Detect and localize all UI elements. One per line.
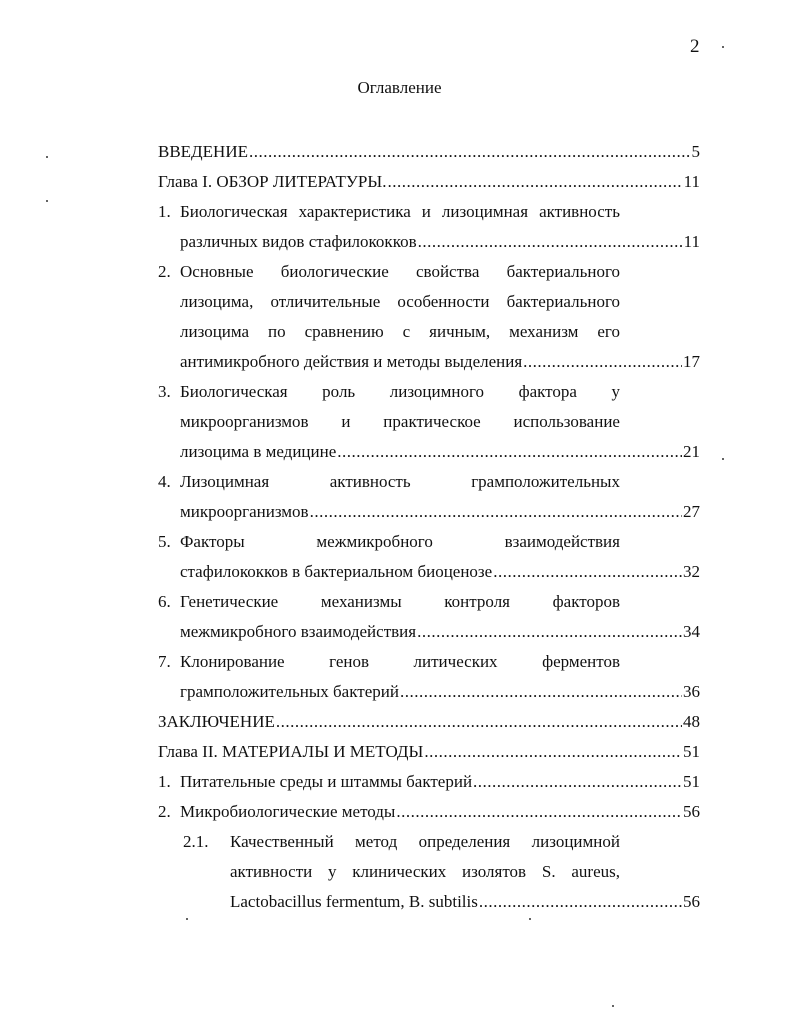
- scan-speck: [722, 46, 724, 48]
- toc-page-number: 36: [683, 682, 700, 701]
- toc-item-number: 1.: [158, 202, 171, 221]
- toc-dot-leader: [396, 801, 682, 823]
- toc-entry-line: [180, 501, 700, 523]
- toc-entry-text: Основные биологические свойства бактериального: [180, 262, 620, 281]
- toc-page-number: 27: [683, 502, 700, 521]
- toc-dot-leader: [493, 561, 682, 583]
- scan-speck: [46, 156, 48, 158]
- toc-entry-line: [180, 231, 700, 253]
- toc-entry-line: [158, 711, 700, 733]
- toc-entry-text: Lactobacillus fermentum, B. subtilis: [230, 892, 478, 911]
- toc-entry-line: [230, 891, 700, 913]
- toc-page-number: 11: [683, 172, 700, 191]
- toc-dot-leader: [310, 501, 682, 523]
- scan-speck: [529, 918, 531, 920]
- page-number: 2: [690, 36, 700, 57]
- toc-item-number: 5.: [158, 532, 171, 551]
- toc-item-number: 4.: [158, 472, 171, 491]
- toc-dot-leader: [424, 741, 682, 763]
- toc-entry-text: Биологическая роль лизоцимного фактора у: [180, 382, 620, 401]
- scan-speck: [722, 458, 724, 460]
- toc-dot-leader: [418, 231, 683, 253]
- toc-entry-text: ВВЕДЕНИЕ: [158, 142, 248, 161]
- toc-dot-leader: [473, 771, 682, 793]
- toc-entry-line: [180, 351, 700, 373]
- toc-page-number: 17: [683, 352, 700, 371]
- toc-page-number: 11: [683, 232, 700, 251]
- toc-entry-text: антимикробного действия и методы выделения: [180, 352, 523, 371]
- toc-entry-text: Генетические механизмы контроля факторов: [180, 592, 620, 611]
- toc-entry-line: [180, 561, 700, 583]
- toc-entry-text: Глава II. МАТЕРИАЛЫ И МЕТОДЫ: [158, 742, 424, 761]
- toc-item-number: 2.: [158, 802, 171, 821]
- toc-page-number: 48: [683, 712, 700, 731]
- toc-entry-text: Питательные среды и штаммы бактерий: [180, 772, 473, 791]
- toc-entry-text: межмикробного взаимодействия: [180, 622, 417, 641]
- toc-page-number: 34: [683, 622, 700, 641]
- toc-page-number: 56: [683, 802, 700, 821]
- toc-dot-leader: [249, 141, 691, 163]
- toc-page-number: 21: [683, 442, 700, 461]
- toc-entry-text: различных видов стафилококков: [180, 232, 417, 251]
- toc-entry-text: Лизоцимная активность грамположительных: [180, 472, 620, 491]
- toc-entry-text: Микробиологические методы: [180, 802, 396, 821]
- scan-speck: [186, 918, 188, 920]
- page-title: Оглавление: [357, 78, 442, 97]
- toc-entry-line: [180, 801, 700, 823]
- toc-entry-line: [158, 141, 700, 163]
- toc-entry-text: активности у клинических изолятов S. aureus,: [230, 862, 620, 881]
- toc-entry-line: [180, 441, 700, 463]
- toc-dot-leader: [276, 711, 682, 733]
- scan-speck: [612, 1005, 614, 1007]
- toc-entry-line: [180, 621, 700, 643]
- scan-speck: [46, 200, 48, 202]
- toc-entry-text: Глава I. ОБЗОР ЛИТЕРАТУРЫ.: [158, 172, 387, 191]
- toc-item-number: 6.: [158, 592, 171, 611]
- toc-entry-line: [158, 171, 700, 193]
- toc-entry-line: [158, 741, 700, 763]
- toc-entry-text: Факторы межмикробного взаимодействия: [180, 532, 620, 551]
- toc-entry-text: лизоцима, отличительные особенности бактериального: [180, 292, 620, 311]
- toc-entry-text: микроорганизмов и практическое использование: [180, 412, 620, 431]
- toc-dot-leader: [417, 621, 682, 643]
- toc-page-number: 5: [691, 142, 700, 161]
- toc-entry-line: [180, 771, 700, 793]
- toc-item-number: 3.: [158, 382, 171, 401]
- toc-dot-leader: [400, 681, 682, 703]
- toc-page-number: 56: [683, 892, 700, 911]
- toc-item-number: 2.1.: [183, 832, 209, 851]
- toc-entry-text: лизоцима в медицине: [180, 442, 337, 461]
- toc-entry-text: грамположительных бактерий: [180, 682, 399, 701]
- toc-dot-leader: [479, 891, 682, 913]
- toc-entry-text: лизоцима по сравнению с яичным, механизм его: [180, 322, 620, 341]
- toc-entry-text: ЗАКЛЮЧЕНИЕ: [158, 712, 275, 731]
- toc-page-number: 51: [683, 742, 700, 761]
- toc-entry-line: [180, 681, 700, 703]
- toc-item-number: 7.: [158, 652, 171, 671]
- toc-entry-text: Клонирование генов литических ферментов: [180, 652, 620, 671]
- toc-item-number: 1.: [158, 772, 171, 791]
- toc-dot-leader: [523, 351, 682, 373]
- toc-entry-text: Качественный метод определения лизоцимной: [230, 832, 620, 851]
- toc-item-number: 2.: [158, 262, 171, 281]
- toc-dot-leader: [337, 441, 682, 463]
- toc-entry-text: стафилококков в бактериальном биоценозе: [180, 562, 493, 581]
- toc-page-number: 51: [683, 772, 700, 791]
- toc-dot-leader: [387, 171, 682, 193]
- toc-entry-text: Биологическая характеристика и лизоцимная активность: [180, 202, 620, 221]
- toc-page-number: 32: [683, 562, 700, 581]
- toc-entry-text: микроорганизмов: [180, 502, 309, 521]
